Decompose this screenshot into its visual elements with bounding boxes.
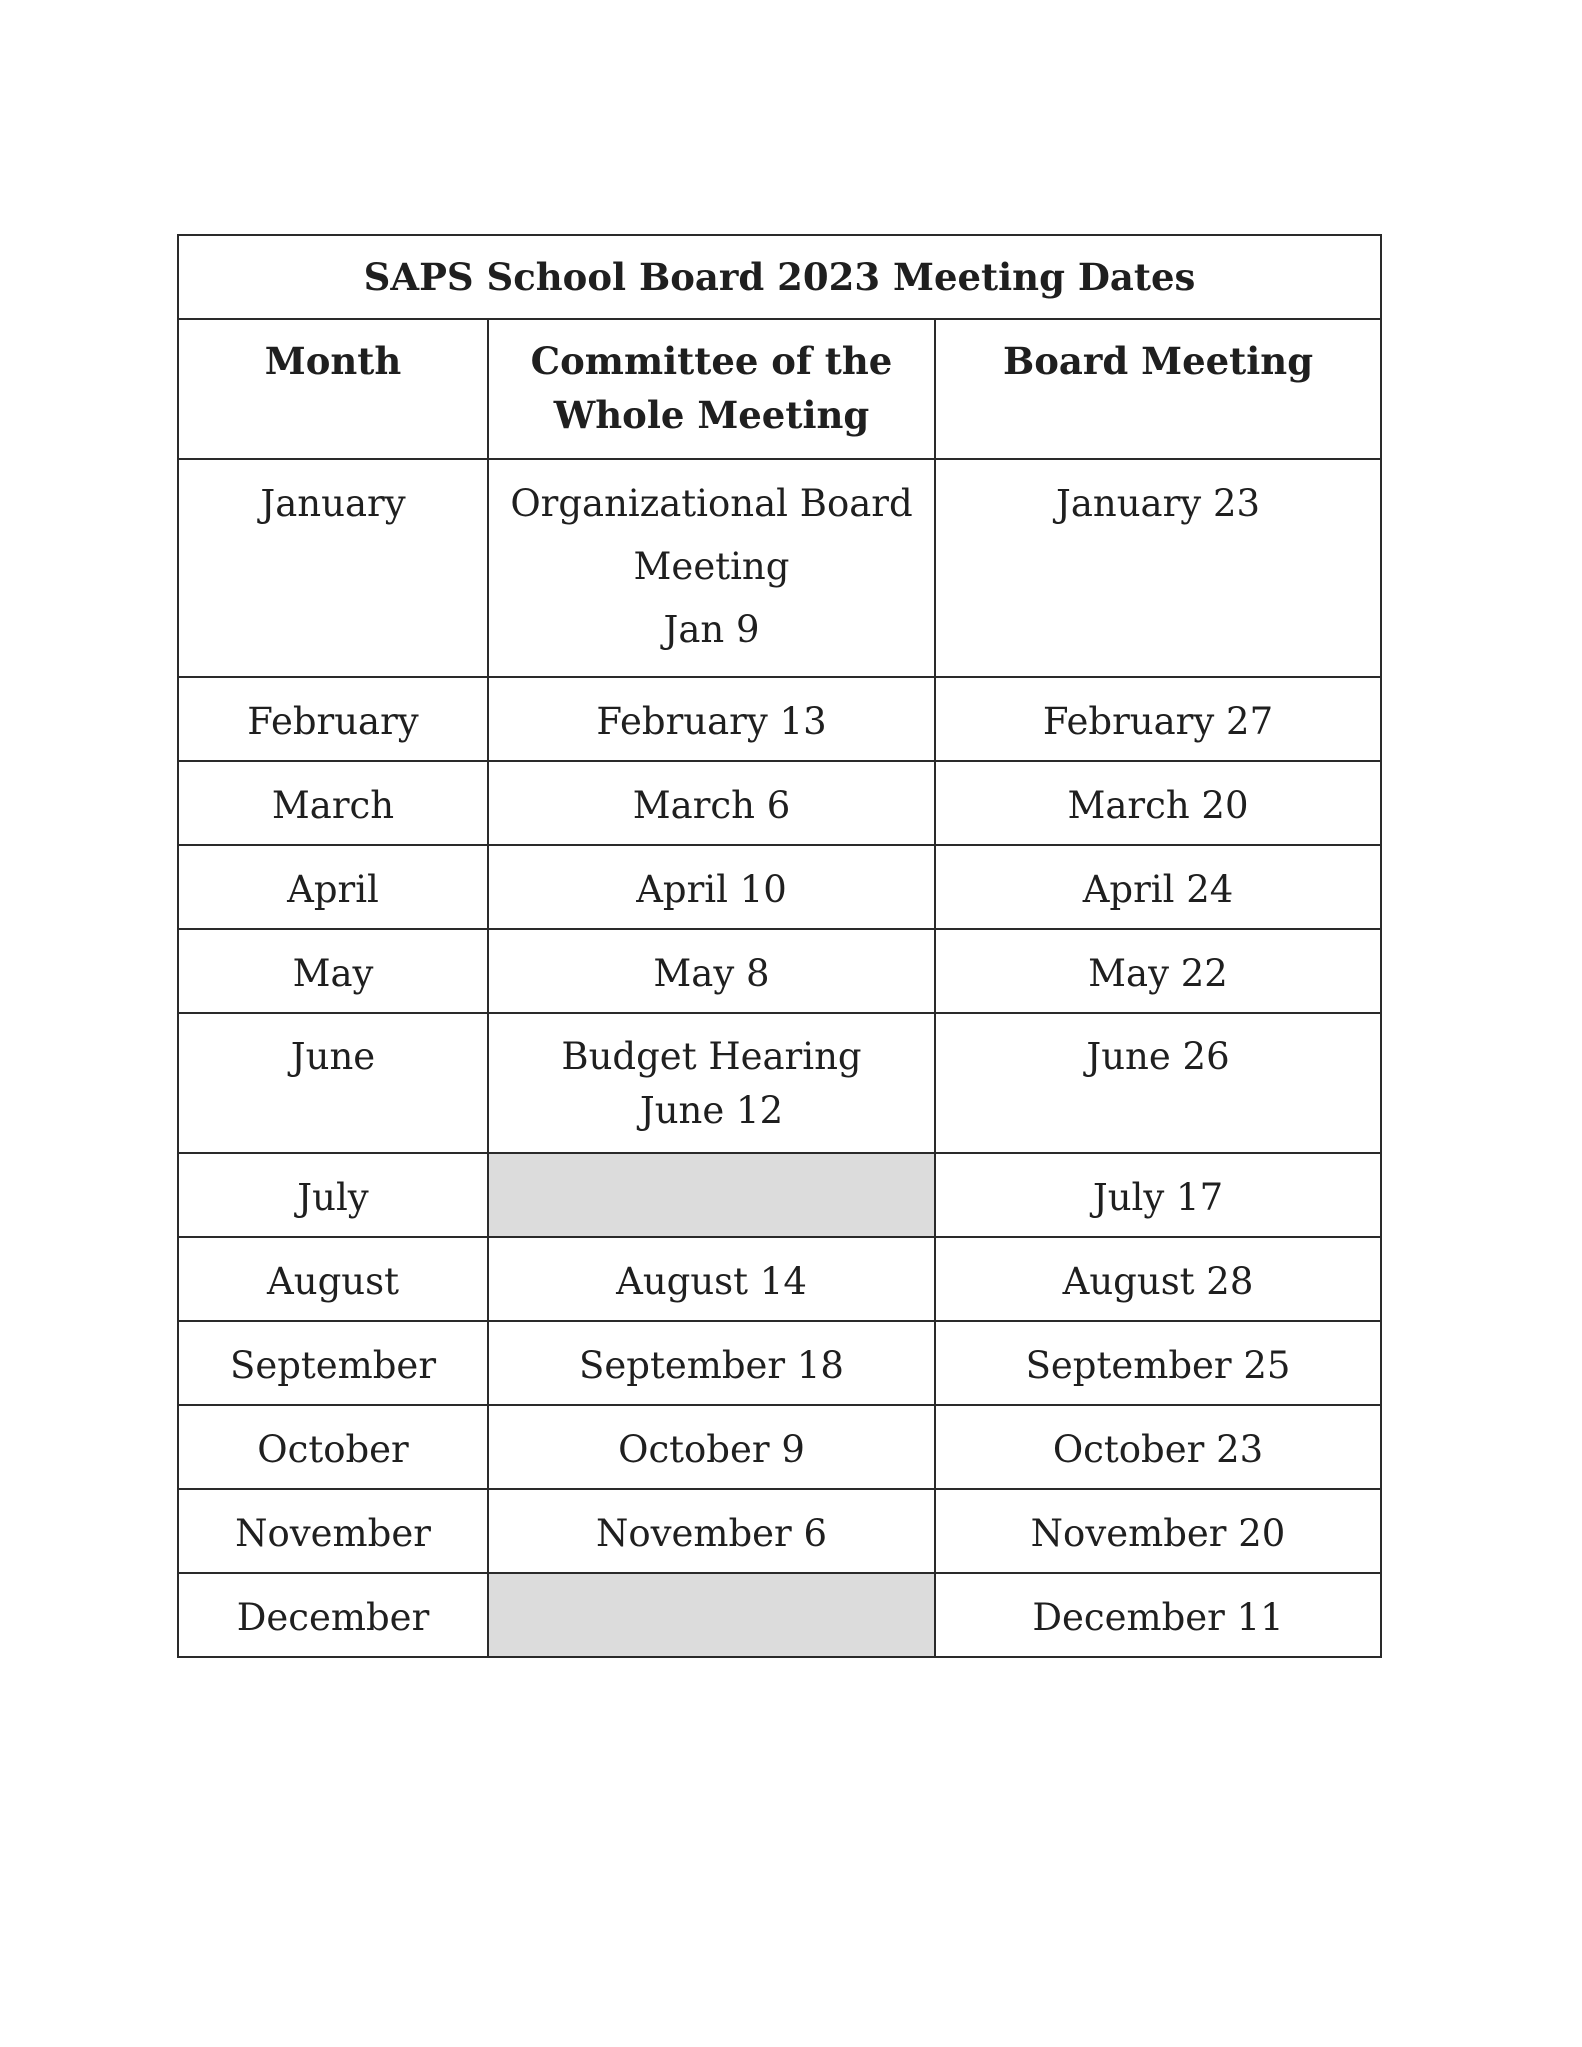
meeting-dates-table	[177, 234, 1382, 1658]
cow-cell-shaded	[488, 1573, 935, 1657]
cow-cell: May 8	[488, 929, 935, 1013]
table-row	[178, 1013, 1381, 1153]
month-cell: November	[178, 1489, 488, 1573]
table-row	[178, 1153, 1381, 1237]
header-board-meeting	[935, 319, 1381, 459]
table-row	[178, 1321, 1381, 1405]
table-row	[178, 845, 1381, 929]
board-cell: March 20	[935, 761, 1381, 845]
month-cell: December	[178, 1573, 488, 1657]
month-cell: February	[178, 677, 488, 761]
month-cell: April	[178, 845, 488, 929]
table-row	[178, 677, 1381, 761]
cow-cell: August 14	[488, 1237, 935, 1321]
table-title: SAPS School Board 2023 Meeting Dates	[178, 235, 1381, 319]
board-cell: January 23	[935, 459, 1381, 677]
table-row	[178, 761, 1381, 845]
cow-cell: March 6	[488, 761, 935, 845]
board-cell: April 24	[935, 845, 1381, 929]
cow-cell-shaded	[488, 1153, 935, 1237]
month-cell: May	[178, 929, 488, 1013]
board-cell: February 27	[935, 677, 1381, 761]
month-cell: January	[178, 459, 488, 677]
cow-cell: April 10	[488, 845, 935, 929]
board-cell: August 28	[935, 1237, 1381, 1321]
board-cell: October 23	[935, 1405, 1381, 1489]
cow-cell: Organizational Board Meeting Jan 9	[488, 459, 935, 677]
cow-cell: October 9	[488, 1405, 935, 1489]
month-cell: September	[178, 1321, 488, 1405]
month-cell: August	[178, 1237, 488, 1321]
table-row	[178, 1573, 1381, 1657]
month-cell: June	[178, 1013, 488, 1153]
cow-cell: February 13	[488, 677, 935, 761]
table-row	[178, 1237, 1381, 1321]
board-cell: May 22	[935, 929, 1381, 1013]
board-cell: November 20	[935, 1489, 1381, 1573]
cow-cell: Budget Hearing June 12	[488, 1013, 935, 1153]
month-cell: July	[178, 1153, 488, 1237]
table-row	[178, 1405, 1381, 1489]
table-row	[178, 459, 1381, 677]
month-cell: March	[178, 761, 488, 845]
header-cow-line2: Whole Meeting	[553, 393, 870, 437]
header-cow-line1: Committee of the	[530, 339, 893, 383]
header-board-label: Board Meeting	[1002, 339, 1314, 383]
board-cell: June 26	[935, 1013, 1381, 1153]
cow-cell: September 18	[488, 1321, 935, 1405]
table-row	[178, 1489, 1381, 1573]
table-row	[178, 929, 1381, 1013]
board-cell: December 11	[935, 1573, 1381, 1657]
header-month	[178, 319, 488, 459]
board-cell: September 25	[935, 1321, 1381, 1405]
cow-cell: November 6	[488, 1489, 935, 1573]
board-cell: July 17	[935, 1153, 1381, 1237]
header-committee-of-the-whole	[488, 319, 935, 459]
month-cell: October	[178, 1405, 488, 1489]
header-month-label: Month	[264, 339, 402, 383]
